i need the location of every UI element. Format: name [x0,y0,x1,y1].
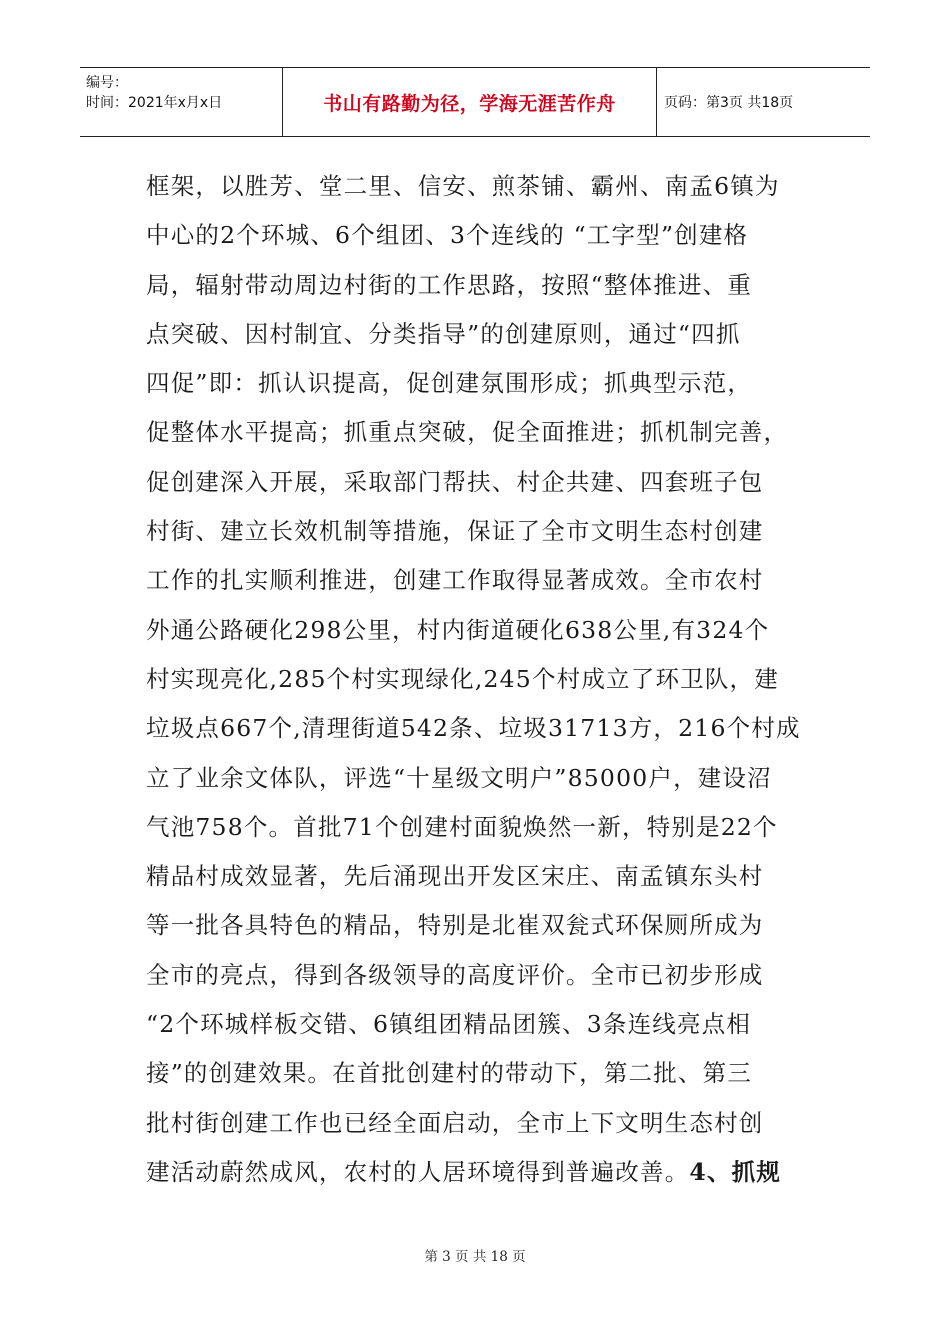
header-table [80,67,870,137]
body-line: 接”的创建效果。在首批创建村的带动下，第二批、第三 [146,1059,753,1088]
body-line: 外通公路硬化298公里，村内街道硬化638公里,有324个 [146,615,770,644]
body-line: 村街、建立长效机制等措施，保证了全市文明生态村创建 [146,517,764,546]
body-line: 垃圾点667个,清理街道542条、垃圾31713方，216个村成 [146,714,801,743]
body-paragraph [146,162,810,1197]
body-line: 框架，以胜芳、堂二里、信安、煎茶铺、霸州、南孟6镇为 [146,172,780,200]
body-line: 全市的亮点，得到各级领导的高度评价。全市已初步形成 [146,960,764,989]
header-page-cell [657,68,870,136]
body-line: 村实现亮化,285个村实现绿化,245个村成立了环卫队，建 [146,664,779,693]
body-line: 点突破、因村制宜、分类指导”的创建原则，通过“四抓 [146,319,741,348]
header-motto-cell [283,68,657,136]
body-line: 等一批各具特色的精品，特别是北崔双瓮式环保厕所成为 [146,911,764,940]
header-page-info: 页码：第3页 共18页 [664,95,794,111]
document-time-label: 时间：2021年x月x日 [86,95,223,111]
body-line: 促创建深入开展，采取部门帮扶、村企共建、四套班子包 [146,467,764,496]
body-line: 促整体水平提高；抓重点突破，促全面推进；抓机制完善， [146,418,789,447]
page-footer [0,1245,950,1265]
header-meta-cell [80,68,283,136]
body-line-last [146,1148,810,1197]
body-line: 精品村成效显著，先后涌现出开发区宋庄、南孟镇东头村 [146,862,764,891]
header-motto: 书山有路勤为径，学海无涯苦作舟 [323,92,616,115]
footer-page-number: 第 3 页 共 18 页 [424,1249,526,1265]
body-line: 气池758个。首批71个创建村面貌焕然一新，特别是22个 [146,812,778,841]
body-line: 批村街创建工作也已经全面启动，全市上下文明生态村创 [146,1108,764,1137]
document-number-label: 编号： [86,75,128,91]
body-line: 四促”即：抓认识提高，促创建氛围形成；抓典型示范， [146,369,753,398]
body-line: 工作的扎实顺利推进，创建工作取得显著成效。全市农村 [146,566,764,595]
section-heading-fragment: 4、抓规 [689,1157,782,1186]
body-line: 中心的2个环城、6个组团、3个连线的 “工字型”创建格 [146,221,749,250]
body-last-text: 建活动蔚然成风，农村的人居环境得到普遍改善。 [146,1157,690,1186]
body-line: “2个环城样板交错、6镇组团精品团簇、3条连线亮点相 [146,1010,752,1039]
body-line: 局，辐射带动周边村街的工作思路，按照“整体推进、重 [146,270,753,299]
body-line: 立了业余文体队，评选“十星级文明户”85000户，建设沼 [146,763,772,792]
